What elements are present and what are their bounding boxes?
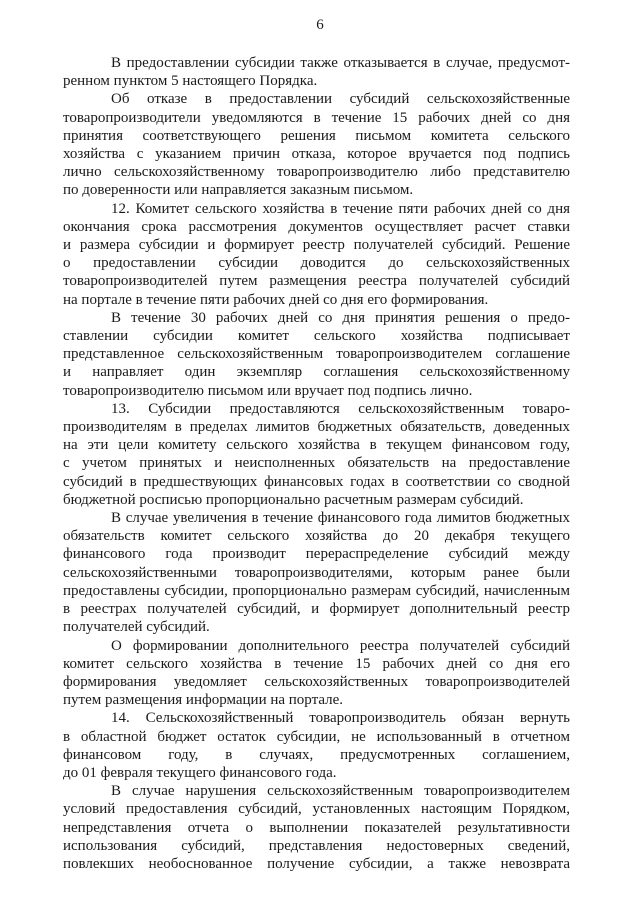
text-line: В предоставлении субсидии также отказывается в случае, предусмот-: [111, 55, 570, 71]
text-line: с учетом принятых и неисполненных обязательств на предоставление: [63, 455, 570, 472]
text-line: в реестрах получателей субсидий, и формирует дополнительный реестр: [63, 601, 570, 618]
text-line: и размера субсидии и формирует реестр получателей субсидий. Решение: [63, 237, 570, 254]
paragraph: [63, 309, 570, 400]
text-line: формирования уведомляет сельскохозяйственных товаропроизводителей: [63, 673, 570, 690]
text-line: до 01 февраля текущего финансового года.: [63, 764, 337, 781]
text-line: товаропроизводителю письмом или вручает под подпись лично.: [63, 382, 473, 399]
text-line: о предоставлении субсидии доводится до сельскохозяйственных: [63, 255, 570, 272]
paragraph: [63, 90, 570, 199]
text-line: субсидий в предшествующих финансовых годах в соответствии со сводной: [63, 473, 570, 490]
text-line: обязательств комитет сельского хозяйства до 20 декабря текущего: [63, 528, 570, 545]
paragraph: [63, 54, 570, 90]
text-line: 12. Комитет сельского хозяйства в течение пяти рабочих дней со дня: [111, 200, 570, 217]
text-line: принятия соответствующего решения письмом комитета сельского: [63, 127, 570, 144]
text-line: лично сельскохозяйственному товаропроизводителю либо представителю: [63, 164, 570, 181]
text-line: производителям в пределах лимитов бюджетных обязательств, доведенных: [63, 419, 570, 436]
text-line: повлекших необоснованное получение субсидии, а также невозврата: [63, 855, 570, 872]
text-line: Об отказе в предоставлении субсидий сельскохозяйственные: [111, 91, 570, 108]
paragraph: [63, 200, 570, 309]
text-line: товаропроизводители уведомляются в течение 15 рабочих дней со дня: [63, 109, 570, 126]
text-line: и направляет один экземпляр соглашения сельскохозяйственному: [63, 364, 570, 381]
paragraph: [63, 782, 570, 873]
text-line: условий предоставления субсидий, установленных настоящим Порядком,: [63, 801, 570, 818]
text-line: финансовом году, в случаях, предусмотренных соглашением,: [63, 746, 570, 763]
paragraph: [63, 709, 570, 782]
text-line: О формировании дополнительного реестра получателей субсидий: [111, 637, 570, 654]
text-line: на портале в течение пяти рабочих дней со дня его формирования.: [63, 291, 489, 308]
paragraph: [63, 400, 570, 509]
text-line: сельскохозяйственными товаропроизводителями, которым ранее были: [63, 564, 570, 581]
text-line: хозяйства с указанием причин отказа, которое вручается под подпись: [63, 146, 570, 163]
text-line: в областной бюджет остаток субсидии, не использованный в отчетном: [63, 728, 570, 745]
text-line: получателей субсидий.: [63, 619, 210, 636]
text-line: по доверенности или направляется заказным письмом.: [63, 182, 414, 199]
document-body: [63, 54, 570, 873]
text-line: В течение 30 рабочих дней со дня принятия решения о предо-: [111, 309, 570, 326]
text-line: ренном пунктом 5 настоящего Порядка.: [63, 73, 318, 90]
text-line: на эти цели комитету сельского хозяйства в текущем финансовом году,: [63, 437, 570, 454]
text-line: комитет сельского хозяйства в течение 15 рабочих дней со дня его: [63, 655, 570, 672]
text-line: бюджетной росписью пропорционально расчетным размерам субсидий.: [63, 491, 524, 508]
text-line: путем размещения информации на портале.: [63, 692, 344, 709]
text-line: предоставлены субсидии, пропорционально размерам субсидий, начисленным: [63, 582, 570, 599]
page-number: 6: [316, 17, 324, 33]
text-line: товаропроизводителей путем размещения реестра получателей субсидий: [63, 273, 570, 290]
text-line: 14. Сельскохозяйственный товаропроизводитель обязан вернуть: [111, 710, 570, 727]
paragraph: [63, 637, 570, 710]
text-line: окончания срока рассмотрения документов осуществляет расчет ставки: [63, 218, 570, 235]
text-line: В случае увеличения в течение финансового года лимитов бюджетных: [111, 510, 570, 527]
text-line: представленное сельскохозяйственным товаропроизводителем соглашение: [63, 346, 570, 363]
text-line: финансового года производит перераспределение субсидий между: [63, 546, 570, 563]
text-line: В случае нарушения сельскохозяйственным товаропроизводителем: [111, 783, 570, 800]
paragraph: [63, 509, 570, 636]
text-line: 13. Субсидии предоставляются сельскохозяйственным товаро-: [111, 400, 570, 417]
text-line: ставлении субсидии комитет сельского хозяйства подписывает: [63, 328, 570, 345]
text-line: использования субсидий, представления недостоверных сведений,: [63, 837, 570, 854]
text-line: непредставления отчета о выполнении показателей результативности: [63, 819, 570, 836]
